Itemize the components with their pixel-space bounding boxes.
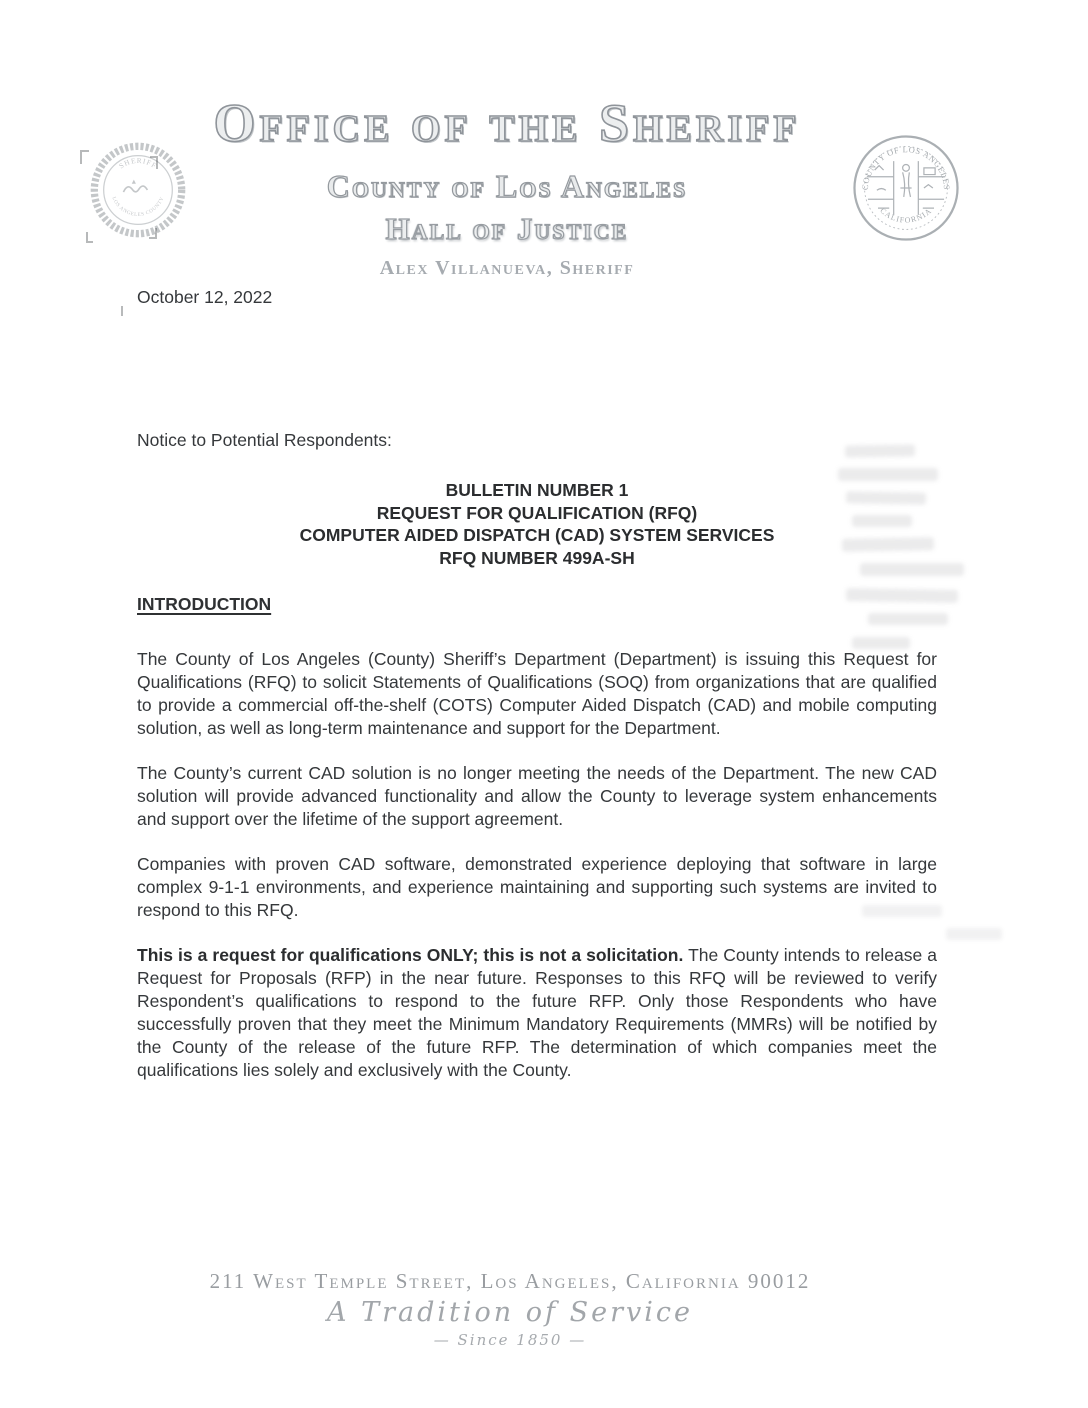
left-seal-ring-bottom-text: LOS ANGELES COUNTY xyxy=(110,195,166,218)
right-seal-ring-bottom-text: CALIFORNIA xyxy=(878,206,934,225)
paragraph: Companies with proven CAD software, demonstrated experience deploying that software in large complex 9-1-1 environments, and experience maintaining and supporting such systems are invited to respond to this RFQ. xyxy=(137,854,937,920)
letterhead-title: Office of the Sheriff xyxy=(213,93,801,153)
scan-artifact xyxy=(852,637,910,649)
scan-artifact xyxy=(80,150,89,164)
sheriff-badge-seal-icon xyxy=(86,138,190,242)
letterhead-building: Hall of Justice xyxy=(385,211,629,246)
paragraph-rest: The County intends to release a Request for Proposals (RFP) in the near future. Responses to this RFQ will be reviewed to verify Respondent’s qualifications to respond to the future RFP. Only those Respondents who have successfully proven that they meet the Minimum Mandatory Requirements (MMRs) will be notified by the County of the release of the future RFP. The determination of which companies meet the qualifications lies solely and exclusively with the County. xyxy=(137,945,937,1080)
section-heading-introduction: INTRODUCTION xyxy=(137,594,272,614)
footer-motto-since: — Since 1850 — xyxy=(433,1331,587,1349)
scan-artifact xyxy=(946,928,1002,940)
scan-artifact xyxy=(852,515,912,527)
svg-text:LOS ANGELES COUNTY xyxy=(110,196,165,218)
paragraph: The County of Los Angeles (County) Sheriff’s Department (Department) is issuing this Request for Qualifications (RFQ) to solicit Statements of Qualifications (SOQ) from organizations that are qualified to provide a commercial off-the-shelf (COTS) Computer Aided Dispatch (CAD) and mobile computing solution, as well as long-term maintenance and support for the Department. xyxy=(137,649,937,738)
letter-body xyxy=(137,648,937,1082)
letterhead-county: County of Los Angeles xyxy=(326,168,688,204)
scan-artifact xyxy=(842,537,934,552)
scan-artifact xyxy=(868,613,948,625)
letter-date: October 12, 2022 xyxy=(137,287,273,307)
left-seal-ring-top-text: SHERIFF xyxy=(117,156,159,171)
scan-artifact xyxy=(862,905,942,917)
paragraph xyxy=(137,944,937,1082)
letterhead-official: Alex Villanueva, Sheriff xyxy=(379,257,635,279)
subject-line-number: RFQ NUMBER 499A-SH xyxy=(439,547,635,568)
scan-artifact xyxy=(121,306,126,316)
scan-artifact xyxy=(149,228,157,239)
county-seal-icon xyxy=(850,132,962,244)
paragraph: The County’s current CAD solution is no longer meeting the needs of the Department. The new CAD solution will provide advanced functionality and allow the County to leverage system enhancements and support over the lifetime of the support agreement. xyxy=(137,763,937,829)
salutation: Notice to Potential Respondents: xyxy=(137,430,392,450)
footer-address: 211 West Temple Street, Los Angeles, California 90012 xyxy=(209,1269,811,1293)
scan-artifact xyxy=(846,588,958,603)
scan-artifact xyxy=(846,491,926,504)
paragraph-bold-lead: This is a request for qualifications ONLY; this is not a solicitation. xyxy=(137,945,684,965)
scan-artifact xyxy=(845,444,915,457)
subject-line-rfq: REQUEST FOR QUALIFICATION (RFQ) xyxy=(376,502,698,523)
scan-artifact xyxy=(838,468,938,481)
seal-inner-design xyxy=(867,161,945,215)
subject-line-bulletin: BULLETIN NUMBER 1 xyxy=(445,480,629,500)
svg-text:COUNTY OF LOS ANGELES xyxy=(861,145,951,190)
right-seal-ring-top-text: COUNTY OF LOS ANGELES xyxy=(860,145,952,191)
subject-line-cad: COMPUTER AIDED DISPATCH (CAD) SYSTEM SERVICES xyxy=(299,525,775,545)
svg-text:CALIFORNIA xyxy=(878,206,933,225)
scan-artifact xyxy=(860,563,964,576)
scan-artifact xyxy=(150,156,158,169)
scan-artifact xyxy=(86,232,93,243)
footer-motto: A Tradition of Service xyxy=(327,1297,693,1328)
